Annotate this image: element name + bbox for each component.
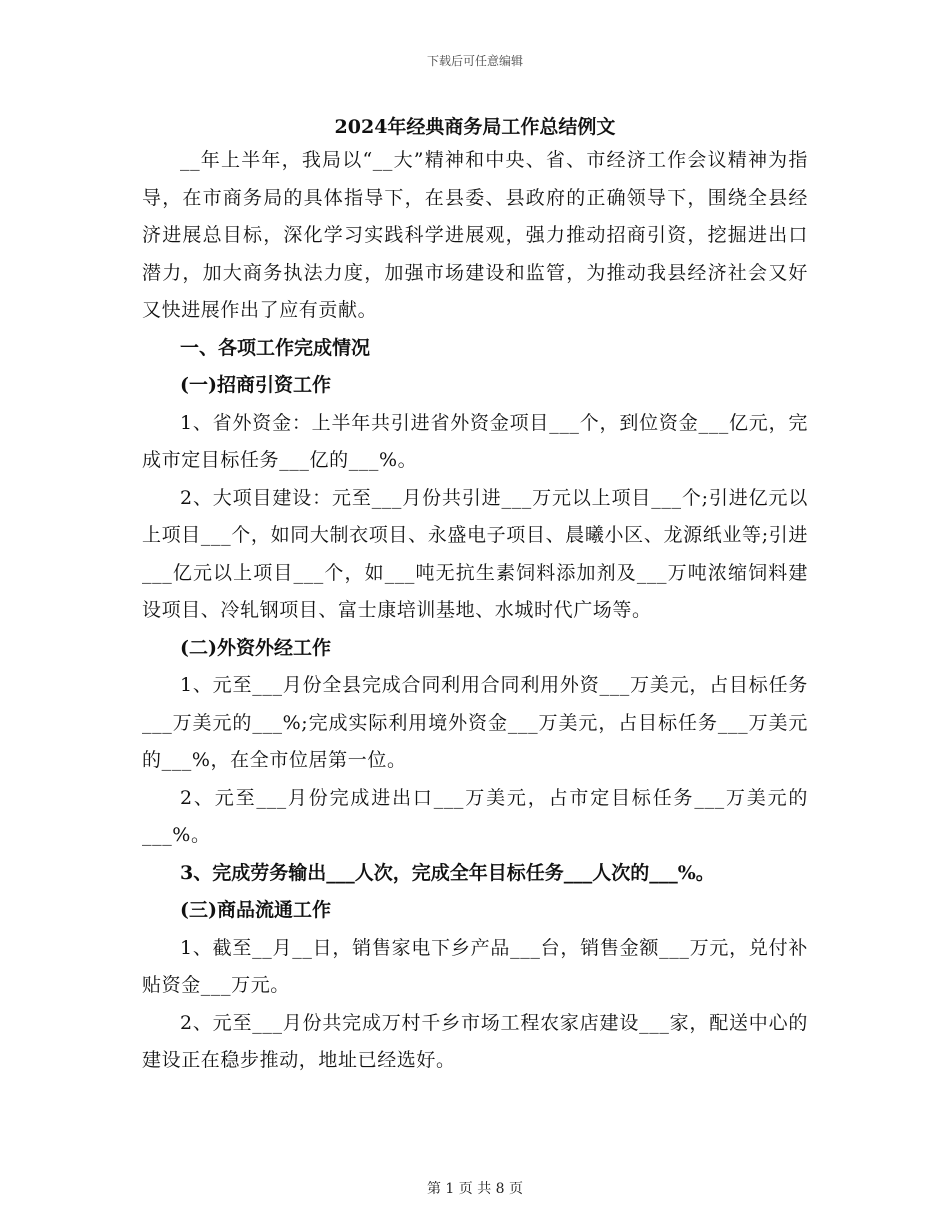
page-footer: 第 1 页 共 8 页 xyxy=(426,1181,524,1197)
intro-paragraph: __年上半年，我局以“__大”精神和中央、省、市经济工作会议精神为指导，在市商务局的具体指导下，在县委、县政府的正确领导下，围绕全县经济进展总目标，深化学习实践科学进展观，强力推动招商引资，挖掘进出口潜力，加大商务执法力度，加强市场建设和监管，为推动我县经济社会又好又快进展作出了应有贡献。 xyxy=(142,149,808,321)
paragraph-foreign-capital: 1、元至___月份全县完成合同利用合同利用外资___万美元，占目标任务___万美元的___%;完成实际利用境外资金___万美元，占目标任务___万美元的___%，在全市位居第一位。 xyxy=(142,674,808,771)
subsection-heading-circulation: (三)商品流通工作 xyxy=(180,899,331,921)
paragraph-major-projects: 2、大项目建设：元至___月份共引进___万元以上项目___个;引进亿元以上项目___个，如同大制衣项目、永盛电子项目、晨曦小区、龙源纸业等;引进___亿元以上项目___个，如___吨无抗生素饲料添加剂及___万吨浓缩饲料建设项目、冷轧钢项目、富士康培训基地、水城时代广场等。 xyxy=(142,486,808,621)
document-body xyxy=(142,112,808,1080)
document-title: 2024年经典商务局工作总结例文 xyxy=(334,116,616,138)
paragraph-outside-funds: 1、省外资金：上半年共引进省外资金项目___个，到位资金___亿元，完成市定目标任务___亿的___%。 xyxy=(142,411,808,471)
paragraph-appliances: 1、截至__月__日，销售家电下乡产品___台，销售金额___万元，兑付补贴资金___万元。 xyxy=(142,936,808,996)
page-header: 下载后可任意编辑 xyxy=(426,54,523,68)
section-heading-1: 一、各项工作完成情况 xyxy=(180,336,371,359)
paragraph-labor-export: 3、完成劳务输出___人次，完成全年目标任务___人次的___%。 xyxy=(180,861,715,884)
subsection-heading-foreign: (二)外资外经工作 xyxy=(180,636,331,659)
paragraph-import-export: 2、元至___月份完成进出口___万美元，占市定目标任务___万美元的___%。 xyxy=(142,786,808,846)
paragraph-rural-stores: 2、元至___月份共完成万村千乡市场工程农家店建设___家，配送中心的建设正在稳步推动，地址已经选好。 xyxy=(142,1011,808,1071)
subsection-heading-investment: (一)招商引资工作 xyxy=(180,374,331,396)
